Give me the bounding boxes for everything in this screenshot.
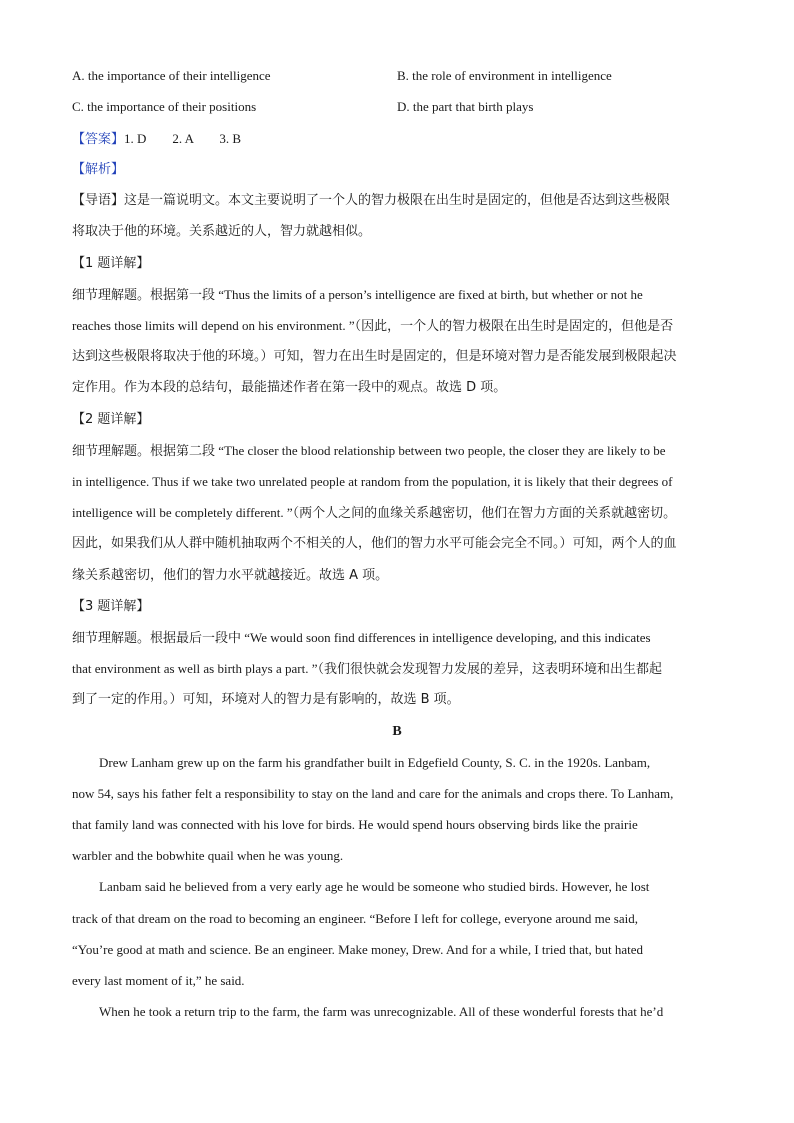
option-c: C. the importance of their positions [72, 99, 257, 114]
option-d: D. the part that birth plays [397, 99, 534, 114]
q1-line-2: reaches those limits will depend on his environment. ”（因此，一个人的智力极限在出生时是固定的，但他是否 [72, 318, 674, 333]
q1-label: 【1 题详解】 [72, 256, 150, 271]
option-b: B. the role of environment in intelligence [397, 68, 612, 83]
guide-text-1: 这是一篇说明文。本文主要说明了一个人的智力极限在出生时是固定的，但他是否达到这些极限 [124, 193, 671, 208]
passage-line-8: every last moment of it,” he said. [72, 973, 245, 988]
q2-label: 【2 题详解】 [72, 412, 150, 427]
passage-line-5: Lanbam said he believed from a very early age he would be someone who studied birds. However, he lost [99, 879, 650, 894]
passage-line-7: “You’re good at math and science. Be an engineer. Make money, Drew. And for a while, I tried that, but hated [72, 942, 643, 957]
q2-line-2: in intelligence. Thus if we take two unrelated people at random from the population, it is likely that their degrees of [72, 474, 673, 489]
passage-line-3: that family land was connected with his love for birds. He would spend hours observing birds like the prairie [72, 817, 638, 832]
q2-line-5: 缘关系越密切，他们的智力水平就越接近。故选 A 项。 [72, 568, 389, 583]
q1-line-3: 达到这些极限将取决于他的环境。）可知，智力在出生时是固定的，但是环境对智力是否能发展到极限起决 [72, 349, 677, 364]
passage-line-1: Drew Lanham grew up on the farm his grandfather built in Edgefield County, S. C. in the 1920s. Lanbam, [99, 755, 651, 770]
section-b-heading: B [392, 724, 402, 739]
q2-line-4: 因此，如果我们从人群中随机抽取两个不相关的人，他们的智力水平可能会完全不同。）可知，两个人的血 [72, 536, 677, 551]
option-a: A. the importance of their intelligence [72, 68, 271, 83]
passage-line-4: warbler and the bobwhite quail when he was young. [72, 848, 344, 863]
q1-line-4: 定作用。作为本段的总结句，最能描述作者在第一段中的观点。故选 D 项。 [72, 380, 507, 395]
q3-line-1: 细节理解题。根据最后一段中 “We would soon find differences in intelligence developing, and this indicates [72, 630, 651, 645]
passage-line-6: track of that dream on the road to becoming an engineer. “Before I left for college, everyone around me said, [72, 911, 638, 926]
passage-line-9: When he took a return trip to the farm, the farm was unrecognizable. All of these wonderful forests that he’d [99, 1004, 664, 1019]
q2-line-1: 细节理解题。根据第二段 “The closer the blood relationship between two people, the closer they are likely to be [72, 443, 666, 458]
passage-line-2: now 54, says his father felt a responsibility to stay on the land and care for the animals and crops there. To Lanham, [72, 786, 674, 801]
analysis-label: 【解析】 [72, 162, 125, 177]
q3-line-2: that environment as well as birth plays a part. ”（我们很快就会发现智力发展的差异，这表明环境和出生都起 [72, 661, 662, 676]
guide-label: 【导语】 [72, 193, 125, 208]
q3-line-3: 到了一定的作用。）可知，环境对人的智力是有影响的，故选 B 项。 [72, 692, 460, 707]
answer-line [72, 131, 241, 148]
q2-line-3: intelligence will be completely different. ”（两个人之间的血缘关系越密切，他们在智力方面的关系就越密切。 [72, 505, 677, 520]
guide-line-1 [72, 193, 670, 209]
q3-label: 【3 题详解】 [72, 599, 150, 614]
answer-label: 【答案】 [72, 132, 125, 147]
guide-line-2: 将取决于他的环境。关系越近的人，智力就越相似。 [72, 224, 372, 239]
q1-line-1: 细节理解题。根据第一段 “Thus the limits of a person’s intelligence are fixed at birth, but whether or not he [72, 287, 643, 302]
answer-values: 1. D 2. A 3. B [124, 131, 242, 146]
